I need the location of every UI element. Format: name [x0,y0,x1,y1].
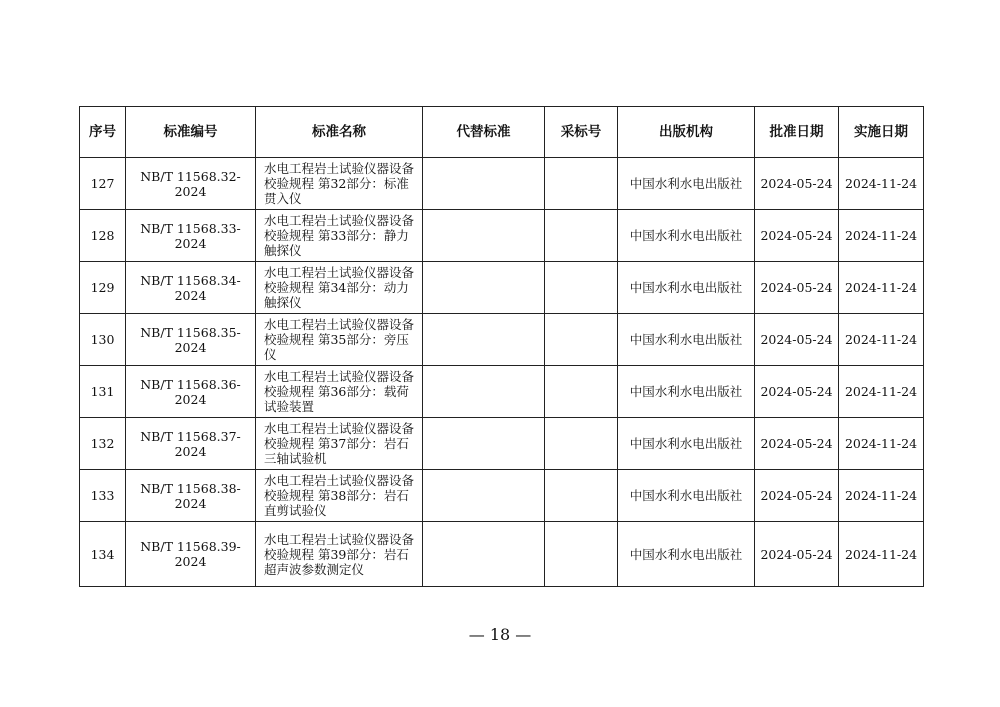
cell-serial: 127 [80,158,126,210]
cell-approve-date: 2024-05-24 [755,470,839,522]
header-serial: 序号 [80,107,126,158]
table-row [80,262,924,314]
cell-code: NB/T 11568.34-2024 [126,262,256,314]
table-row [80,314,924,366]
cell-publisher: 中国水利水电出版社 [618,262,755,314]
header-name: 标准名称 [256,107,423,158]
cell-code: NB/T 11568.36-2024 [126,366,256,418]
cell-code: NB/T 11568.35-2024 [126,314,256,366]
cell-adopt [545,210,618,262]
cell-implement-date: 2024-11-24 [839,210,924,262]
header-implement-date: 实施日期 [839,107,924,158]
standards-table [79,106,924,587]
cell-code: NB/T 11568.33-2024 [126,210,256,262]
cell-implement-date: 2024-11-24 [839,522,924,587]
cell-serial: 128 [80,210,126,262]
cell-publisher: 中国水利水电出版社 [618,522,755,587]
cell-serial: 133 [80,470,126,522]
cell-replace [423,418,545,470]
cell-adopt [545,366,618,418]
cell-name: 水电工程岩土试验仪器设备校验规程 第34部分：动力触探仪 [256,262,423,314]
cell-adopt [545,470,618,522]
cell-serial: 130 [80,314,126,366]
cell-replace [423,262,545,314]
cell-serial: 132 [80,418,126,470]
cell-implement-date: 2024-11-24 [839,366,924,418]
header-approve-date: 批准日期 [755,107,839,158]
table-row [80,522,924,587]
page-number: — 18 — [468,625,532,644]
cell-adopt [545,262,618,314]
cell-adopt [545,314,618,366]
cell-name: 水电工程岩土试验仪器设备校验规程 第32部分：标准贯入仪 [256,158,423,210]
cell-publisher: 中国水利水电出版社 [618,470,755,522]
cell-approve-date: 2024-05-24 [755,418,839,470]
cell-implement-date: 2024-11-24 [839,262,924,314]
cell-implement-date: 2024-11-24 [839,314,924,366]
cell-approve-date: 2024-05-24 [755,262,839,314]
cell-code: NB/T 11568.37-2024 [126,418,256,470]
cell-serial: 131 [80,366,126,418]
cell-publisher: 中国水利水电出版社 [618,158,755,210]
cell-replace [423,470,545,522]
cell-implement-date: 2024-11-24 [839,470,924,522]
table-row [80,366,924,418]
header-code: 标准编号 [126,107,256,158]
table-row [80,158,924,210]
cell-adopt [545,418,618,470]
cell-serial: 129 [80,262,126,314]
cell-implement-date: 2024-11-24 [839,158,924,210]
header-adopt: 采标号 [545,107,618,158]
cell-code: NB/T 11568.38-2024 [126,470,256,522]
cell-name: 水电工程岩土试验仪器设备校验规程 第38部分：岩石直剪试验仪 [256,470,423,522]
cell-replace [423,314,545,366]
cell-code: NB/T 11568.32-2024 [126,158,256,210]
cell-publisher: 中国水利水电出版社 [618,314,755,366]
cell-approve-date: 2024-05-24 [755,158,839,210]
cell-name: 水电工程岩土试验仪器设备校验规程 第36部分：载荷试验装置 [256,366,423,418]
cell-replace [423,158,545,210]
cell-adopt [545,522,618,587]
table-row [80,210,924,262]
cell-publisher: 中国水利水电出版社 [618,418,755,470]
cell-serial: 134 [80,522,126,587]
cell-name: 水电工程岩土试验仪器设备校验规程 第35部分：旁压仪 [256,314,423,366]
cell-publisher: 中国水利水电出版社 [618,210,755,262]
cell-approve-date: 2024-05-24 [755,210,839,262]
cell-replace [423,210,545,262]
cell-replace [423,366,545,418]
cell-approve-date: 2024-05-24 [755,522,839,587]
cell-replace [423,522,545,587]
table-row [80,418,924,470]
cell-publisher: 中国水利水电出版社 [618,366,755,418]
table-header-row [80,107,924,158]
header-replace: 代替标准 [423,107,545,158]
table-row [80,470,924,522]
cell-code: NB/T 11568.39-2024 [126,522,256,587]
cell-name: 水电工程岩土试验仪器设备校验规程 第37部分：岩石三轴试验机 [256,418,423,470]
cell-implement-date: 2024-11-24 [839,418,924,470]
cell-approve-date: 2024-05-24 [755,314,839,366]
cell-name: 水电工程岩土试验仪器设备校验规程 第39部分：岩石超声波参数测定仪 [256,522,423,587]
header-publisher: 出版机构 [618,107,755,158]
cell-approve-date: 2024-05-24 [755,366,839,418]
cell-name: 水电工程岩土试验仪器设备校验规程 第33部分：静力触探仪 [256,210,423,262]
cell-adopt [545,158,618,210]
